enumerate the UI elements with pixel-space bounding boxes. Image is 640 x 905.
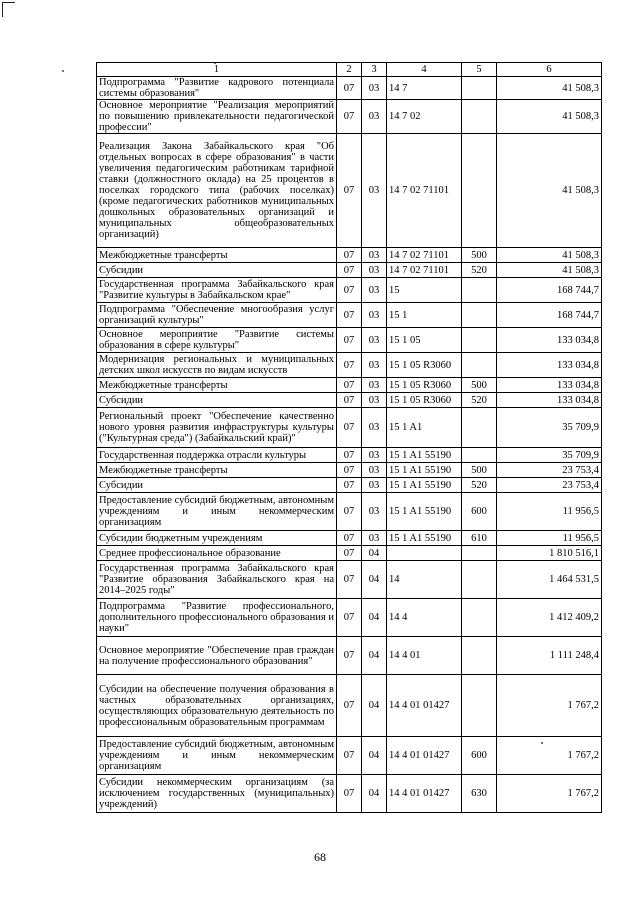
section-code: 07 xyxy=(337,599,362,637)
row-name: Субсидии xyxy=(97,478,337,493)
section-code: 07 xyxy=(337,531,362,546)
target-article-code: 14 xyxy=(387,561,462,599)
row-name: Региональный проект "Обеспечение качественно нового уровня развития инфраструктуры культуры ("Культурная среда") (Забайкальский край)" xyxy=(97,408,337,448)
expense-type-code: 600 xyxy=(462,493,497,531)
amount: 1 767,2 xyxy=(497,737,602,775)
section-code: 07 xyxy=(337,303,362,328)
subsection-code: 03 xyxy=(362,303,387,328)
expense-type-code: 520 xyxy=(462,263,497,278)
amount: 133 034,8 xyxy=(497,328,602,353)
target-article-code: 15 1 A1 55190 xyxy=(387,448,462,463)
table-row xyxy=(97,478,602,493)
table-row xyxy=(97,448,602,463)
table-row xyxy=(97,353,602,378)
section-code: 07 xyxy=(337,248,362,263)
row-name: Подпрограмма "Обеспечение многообразия услуг организаций культуры" xyxy=(97,303,337,328)
table-row xyxy=(97,463,602,478)
target-article-code: 14 7 02 71101 xyxy=(387,248,462,263)
subsection-code: 03 xyxy=(362,328,387,353)
target-article-code: 15 1 A1 55190 xyxy=(387,463,462,478)
section-code: 07 xyxy=(337,328,362,353)
amount: 11 956,5 xyxy=(497,531,602,546)
amount: 35 709,9 xyxy=(497,448,602,463)
row-name: Подпрограмма "Развитие профессионального, дополнительного профессионального образования и науки" xyxy=(97,599,337,637)
section-code: 07 xyxy=(337,737,362,775)
section-code: 07 xyxy=(337,448,362,463)
subsection-code: 03 xyxy=(362,77,387,100)
expense-type-code: 630 xyxy=(462,775,497,813)
target-article-code: 15 1 05 R3060 xyxy=(387,393,462,408)
expense-type-code xyxy=(462,408,497,448)
amount: 133 034,8 xyxy=(497,393,602,408)
subsection-code: 03 xyxy=(362,448,387,463)
row-name: Подпрограмма "Развитие кадрового потенциала системы образования" xyxy=(97,77,337,100)
subsection-code: 04 xyxy=(362,546,387,561)
table-row xyxy=(97,493,602,531)
amount: 23 753,4 xyxy=(497,463,602,478)
subsection-code: 03 xyxy=(362,278,387,303)
expense-type-code xyxy=(462,77,497,100)
table-row xyxy=(97,775,602,813)
row-name: Основное мероприятие "Реализация мероприятий по повышению привлекательности педагогической профессии" xyxy=(97,100,337,134)
section-code: 07 xyxy=(337,353,362,378)
row-name: Субсидии xyxy=(97,393,337,408)
table-row xyxy=(97,599,602,637)
subsection-code: 03 xyxy=(362,263,387,278)
target-article-code: 14 4 01 01427 xyxy=(387,775,462,813)
section-code: 07 xyxy=(337,263,362,278)
row-name: Государственная программа Забайкальского края "Развитие образования Забайкальского края на 2014–2025 годы" xyxy=(97,561,337,599)
expense-type-code xyxy=(462,599,497,637)
expense-type-code xyxy=(462,448,497,463)
budget-table xyxy=(96,62,602,813)
page-number: 68 xyxy=(314,850,326,864)
expense-type-code xyxy=(462,328,497,353)
target-article-code: 14 7 02 71101 xyxy=(387,263,462,278)
amount: 1 412 409,2 xyxy=(497,599,602,637)
subsection-code: 03 xyxy=(362,531,387,546)
target-article-code: 15 1 xyxy=(387,303,462,328)
subsection-code: 03 xyxy=(362,378,387,393)
amount: 1 111 248,4 xyxy=(497,637,602,675)
subsection-code: 03 xyxy=(362,100,387,134)
subsection-code: 03 xyxy=(362,463,387,478)
column-header: 1 xyxy=(97,63,337,77)
amount: 1 464 531,5 xyxy=(497,561,602,599)
target-article-code: 15 1 A1 55190 xyxy=(387,493,462,531)
section-code: 07 xyxy=(337,775,362,813)
target-article-code: 15 1 05 R3060 xyxy=(387,378,462,393)
expense-type-code: 520 xyxy=(462,393,497,408)
table-row xyxy=(97,328,602,353)
section-code: 07 xyxy=(337,675,362,737)
table-header-row xyxy=(97,63,602,77)
subsection-code: 04 xyxy=(362,561,387,599)
section-code: 07 xyxy=(337,134,362,248)
expense-type-code xyxy=(462,100,497,134)
amount: 1 810 516,1 xyxy=(497,546,602,561)
table-row xyxy=(97,637,602,675)
row-name: Предоставление субсидий бюджетным, автономным учреждениям и иным некоммерческим организациям xyxy=(97,493,337,531)
amount: 11 956,5 xyxy=(497,493,602,531)
subsection-code: 03 xyxy=(362,393,387,408)
section-code: 07 xyxy=(337,561,362,599)
amount: 35 709,9 xyxy=(497,408,602,448)
row-name: Субсидии некоммерческим организациям (за исключением государственных (муниципальных) учреждений) xyxy=(97,775,337,813)
section-code: 07 xyxy=(337,393,362,408)
subsection-code: 04 xyxy=(362,675,387,737)
row-name: Государственная программа Забайкальского края "Развитие культуры в Забайкальском крае" xyxy=(97,278,337,303)
table-row xyxy=(97,546,602,561)
subsection-code: 03 xyxy=(362,134,387,248)
section-code: 07 xyxy=(337,100,362,134)
expense-type-code xyxy=(462,353,497,378)
row-name: Межбюджетные трансферты xyxy=(97,248,337,263)
section-code: 07 xyxy=(337,408,362,448)
amount: 1 767,2 xyxy=(497,775,602,813)
expense-type-code xyxy=(462,637,497,675)
target-article-code: 14 4 01 xyxy=(387,637,462,675)
target-article-code: 15 1 A1 55190 xyxy=(387,478,462,493)
expense-type-code: 610 xyxy=(462,531,497,546)
row-name: Модернизация региональных и муниципальных детских школ искусств по видам искусств xyxy=(97,353,337,378)
row-name: Субсидии xyxy=(97,263,337,278)
scan-speck xyxy=(62,70,64,72)
column-header: 5 xyxy=(462,63,497,77)
amount: 41 508,3 xyxy=(497,263,602,278)
row-name: Межбюджетные трансферты xyxy=(97,378,337,393)
section-code: 07 xyxy=(337,77,362,100)
expense-type-code xyxy=(462,303,497,328)
amount: 1 767,2 xyxy=(497,675,602,737)
amount: 41 508,3 xyxy=(497,77,602,100)
target-article-code: 15 1 A1 xyxy=(387,408,462,448)
amount: 168 744,7 xyxy=(497,278,602,303)
table-row xyxy=(97,77,602,100)
target-article-code: 14 7 xyxy=(387,77,462,100)
row-name: Основное мероприятие "Развитие системы образования в сфере культуры" xyxy=(97,328,337,353)
target-article-code: 14 4 01 01427 xyxy=(387,737,462,775)
column-header: 2 xyxy=(337,63,362,77)
amount: 133 034,8 xyxy=(497,378,602,393)
table-row xyxy=(97,303,602,328)
expense-type-code xyxy=(462,675,497,737)
expense-type-code xyxy=(462,561,497,599)
expense-type-code: 500 xyxy=(462,378,497,393)
subsection-code: 03 xyxy=(362,353,387,378)
table-row xyxy=(97,263,602,278)
row-name: Субсидии бюджетным учреждениям xyxy=(97,531,337,546)
amount: 41 508,3 xyxy=(497,248,602,263)
subsection-code: 04 xyxy=(362,775,387,813)
subsection-code: 03 xyxy=(362,248,387,263)
row-name: Среднее профессиональное образование xyxy=(97,546,337,561)
target-article-code: 14 7 02 71101 xyxy=(387,134,462,248)
column-header: 4 xyxy=(387,63,462,77)
scan-corner-mark xyxy=(2,2,15,17)
subsection-code: 04 xyxy=(362,599,387,637)
target-article-code: 15 xyxy=(387,278,462,303)
column-header: 6 xyxy=(497,63,602,77)
row-name: Государственная поддержка отрасли культуры xyxy=(97,448,337,463)
table-row xyxy=(97,737,602,775)
table-row xyxy=(97,408,602,448)
row-name: Субсидии на обеспечение получения образования в частных образовательных организациях, осуществляющих образовательную деятельность по профессиональным образовательным программам xyxy=(97,675,337,737)
target-article-code: 15 1 05 R3060 xyxy=(387,353,462,378)
table-row xyxy=(97,393,602,408)
target-article-code: 14 4 01 01427 xyxy=(387,675,462,737)
section-code: 07 xyxy=(337,378,362,393)
target-article-code xyxy=(387,546,462,561)
expense-type-code xyxy=(462,134,497,248)
amount: 41 508,3 xyxy=(497,134,602,248)
table-row xyxy=(97,561,602,599)
section-code: 07 xyxy=(337,637,362,675)
expense-type-code: 600 xyxy=(462,737,497,775)
subsection-code: 04 xyxy=(362,737,387,775)
table-row xyxy=(97,278,602,303)
row-name: Основное мероприятие "Обеспечение прав граждан на получение профессионального образования" xyxy=(97,637,337,675)
row-name: Реализация Закона Забайкальского края "Об отдельных вопросах в сфере образования" в части увеличения педагогическим работникам тарифной ставки (должностного оклада) на 25 процентов в поселках городского типа (рабочих поселках) (кроме педагогических работников муниципальных дошкольных образовательных организаций и муниципальных общеобразовательных организаций) xyxy=(97,134,337,248)
expense-type-code: 520 xyxy=(462,478,497,493)
column-header: 3 xyxy=(362,63,387,77)
section-code: 07 xyxy=(337,546,362,561)
subsection-code: 03 xyxy=(362,478,387,493)
row-name: Предоставление субсидий бюджетным, автономным учреждениям и иным некоммерческим организациям xyxy=(97,737,337,775)
table-row xyxy=(97,134,602,248)
amount: 168 744,7 xyxy=(497,303,602,328)
table-row xyxy=(97,531,602,546)
subsection-code: 04 xyxy=(362,637,387,675)
table-row xyxy=(97,248,602,263)
table-row xyxy=(97,675,602,737)
section-code: 07 xyxy=(337,278,362,303)
subsection-code: 03 xyxy=(362,408,387,448)
expense-type-code xyxy=(462,278,497,303)
section-code: 07 xyxy=(337,463,362,478)
section-code: 07 xyxy=(337,493,362,531)
target-article-code: 15 1 05 xyxy=(387,328,462,353)
expense-type-code: 500 xyxy=(462,463,497,478)
table-row xyxy=(97,378,602,393)
target-article-code: 14 4 xyxy=(387,599,462,637)
target-article-code: 14 7 02 xyxy=(387,100,462,134)
row-name: Межбюджетные трансферты xyxy=(97,463,337,478)
section-code: 07 xyxy=(337,478,362,493)
amount: 133 034,8 xyxy=(497,353,602,378)
amount: 23 753,4 xyxy=(497,478,602,493)
expense-type-code: 500 xyxy=(462,248,497,263)
target-article-code: 15 1 A1 55190 xyxy=(387,531,462,546)
table-row xyxy=(97,100,602,134)
amount: 41 508,3 xyxy=(497,100,602,134)
subsection-code: 03 xyxy=(362,493,387,531)
expense-type-code xyxy=(462,546,497,561)
